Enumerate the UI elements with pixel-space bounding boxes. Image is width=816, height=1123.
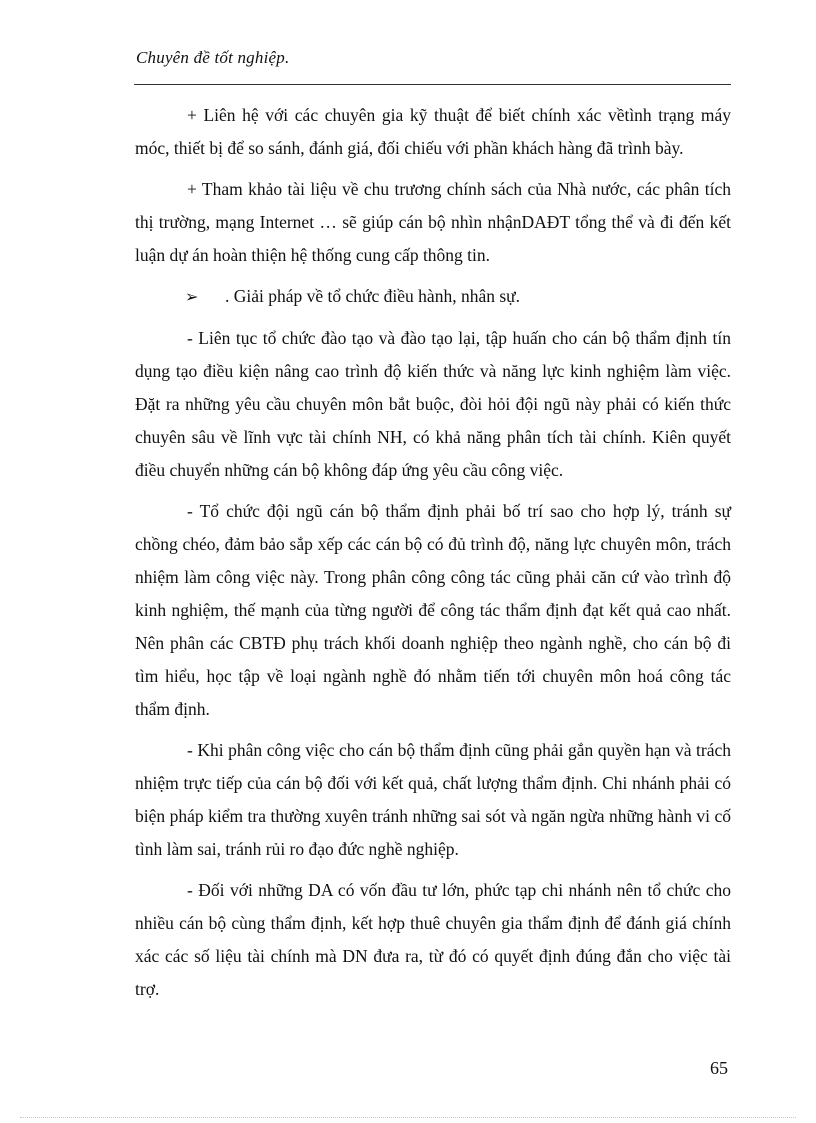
paragraph-3: - Liên tục tổ chức đào tạo và đào tạo lại, tập huấn cho cán bộ thẩm định tín dụng tạo điều kiện nâng cao trình độ kiến thức và năng lực kinh nghiệm làm việc. Đặt ra những yêu cầu chuyên môn bắt buộc, đòi hỏi đội ngũ này phải có kiến thức chuyên sâu về lĩnh vực tài chính NH, có khả năng phân tích tài chính. Kiên quyết điều chuyển những cán bộ không đáp ứng yêu cầu công việc. [135,328,731,480]
document-body [135,99,731,1014]
header-divider [134,84,731,85]
paragraph-6: - Đối với những DA có vốn đầu tư lớn, phức tạp chi nhánh nên tổ chức cho nhiều cán bộ cùng thẩm định, kết hợp thuê chuyên gia thẩm định để đánh giá chính xác các số liệu tài chính mà DN đưa ra, từ đó có quyết định đúng đắn cho việc tài trợ. [135,880,731,999]
paragraph-2: + Tham khảo tài liệu về chu trương chính sách của Nhà nước, các phân tích thị trường, mạng Internet … sẽ giúp cán bộ nhìn nhậnDAĐT tổng thể và đi đến kết luận dự án hoàn thiện hệ thống cung cấp thông tin. [135,179,731,265]
page-number: 65 [710,1058,728,1078]
paragraph-1: + Liên hệ với các chuyên gia kỹ thuật để biết chính xác vềtình trạng máy móc, thiết bị để so sánh, đánh giá, đối chiếu với phần khách hàng đã trình bày. [135,105,731,158]
page-bottom-border [20,1117,796,1118]
arrow-bullet-icon: ➢ [185,289,199,306]
section-bullet [135,280,731,314]
paragraph-5: - Khi phân công việc cho cán bộ thẩm định cũng phải gắn quyền hạn và trách nhiệm trực tiếp của cán bộ đối với kết quả, chất lượng thẩm định. Chi nhánh phải có biện pháp kiểm tra thường xuyên tránh những sai sót và ngăn ngừa những hành vi cố tình làm sai, tránh rủi ro đạo đức nghề nghiệp. [135,740,731,859]
paragraph-4: - Tổ chức đội ngũ cán bộ thẩm định phải bố trí sao cho hợp lý, tránh sự chồng chéo, đảm bảo sắp xếp các cán bộ có đủ trình độ, năng lực chuyên môn, trách nhiệm làm công việc này. Trong phân công công tác cũng phải căn cứ vào trình độ kinh nghiệm, thế mạnh của từng người để công tác thẩm định đạt kết quả cao nhất. Nên phân các CBTĐ phụ trách khối doanh nghiệp theo ngành nghề, cho cán bộ đi tìm hiểu, học tập về loại ngành nghề đó nhằm tiến tới chuyên môn hoá công tác thẩm định. [135,501,731,719]
section-heading: . Giải pháp về tổ chức điều hành, nhân sự. [225,286,521,306]
page-header: Chuyên đề tốt nghiệp. [136,48,290,67]
